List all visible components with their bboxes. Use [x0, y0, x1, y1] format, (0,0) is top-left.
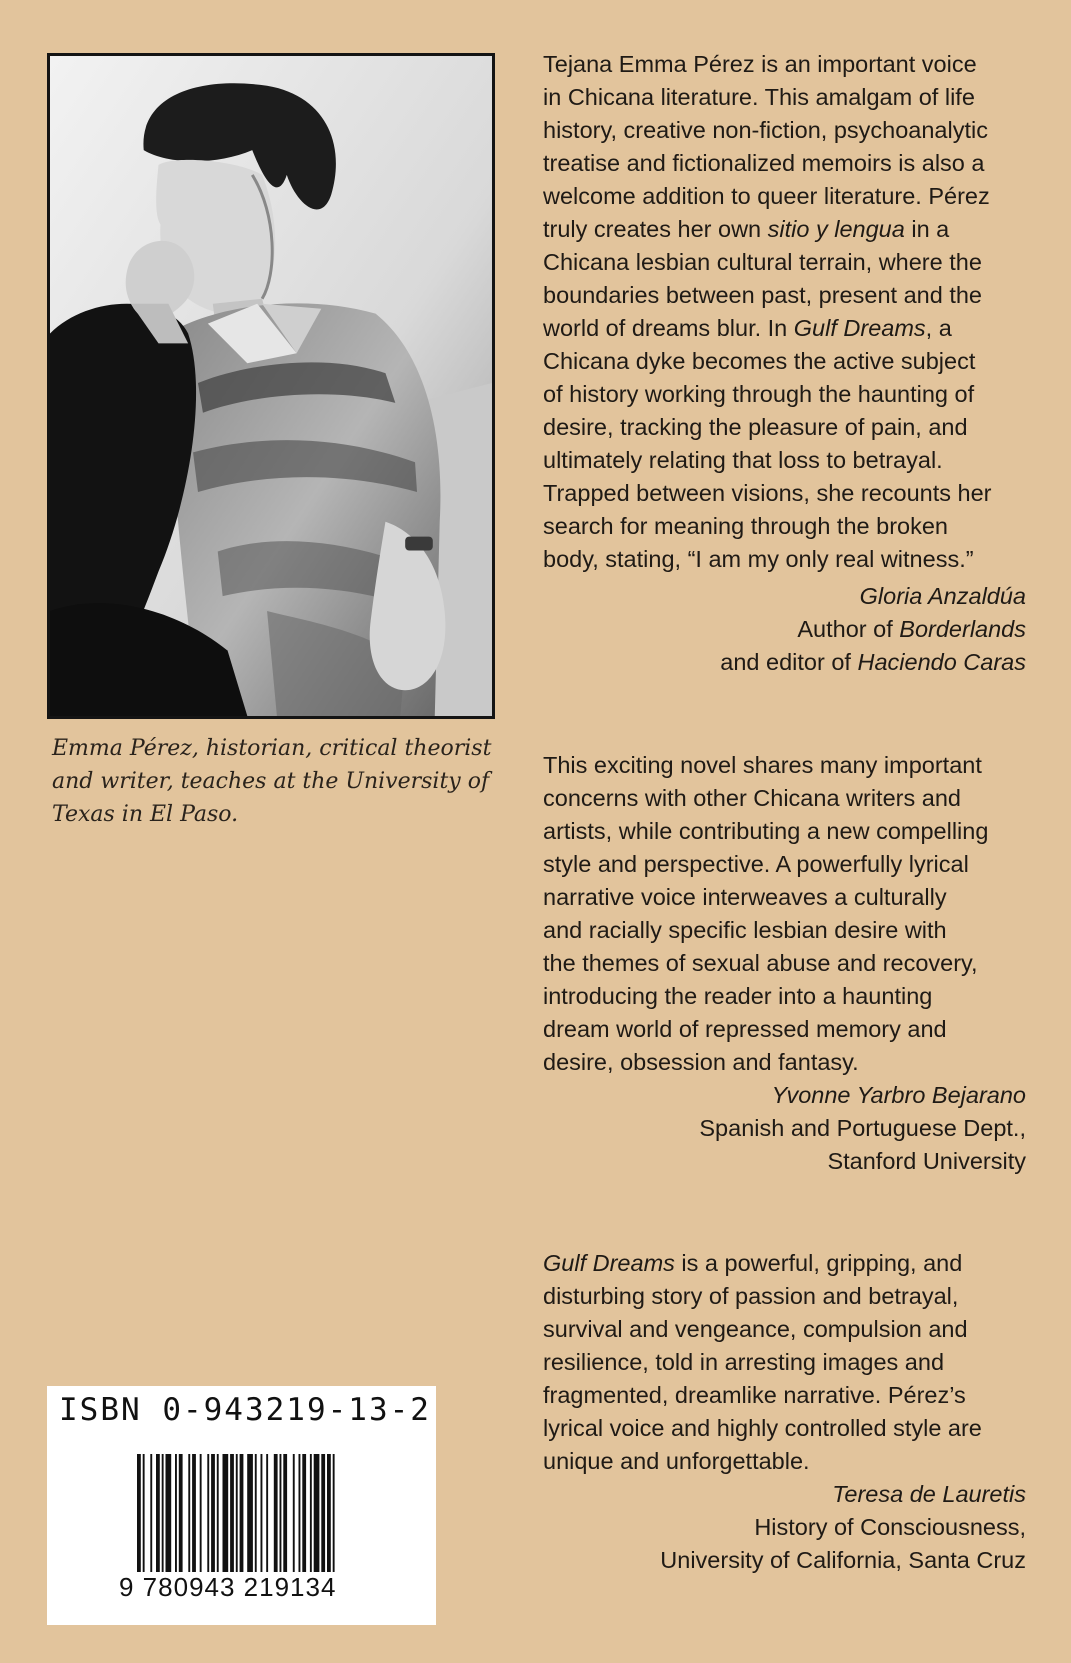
caption-line: Emma Pérez, historian, critical theorist: [52, 736, 492, 761]
barcode-icon: [137, 1454, 387, 1572]
blurb-line: boundaries between past, present and the: [543, 282, 982, 308]
book-title: Borderlands: [899, 616, 1026, 642]
attribution: [543, 1478, 1026, 1577]
blurb-line: in Chicana literature. This amalgam of life: [543, 84, 975, 110]
attribution: [543, 1079, 1026, 1178]
attribution-name: Yvonne Yarbro Bejarano: [771, 1082, 1026, 1108]
text-run: is a powerful, gripping, and: [674, 1250, 963, 1276]
text-run: truly creates her own: [543, 216, 768, 242]
attribution-role: [543, 613, 1026, 646]
author-caption: [52, 732, 502, 831]
blurb-line: [543, 1247, 1043, 1280]
blurb-line: search for meaning through the broken: [543, 513, 948, 539]
blurb-line: unique and unforgettable.: [543, 1448, 810, 1474]
barcode-bar: [230, 1454, 234, 1572]
blurb-bejarano: [543, 749, 1043, 1178]
blurb-line: welcome addition to queer literature. Pérez: [543, 183, 990, 209]
blurb-line: artists, while contributing a new compelling: [543, 818, 989, 844]
book-title: Haciendo Caras: [857, 649, 1026, 675]
barcode-bar: [255, 1454, 257, 1572]
blurb-line: desire, obsession and fantasy.: [543, 1049, 859, 1075]
attribution-role: [543, 646, 1026, 679]
barcode-bar: [274, 1454, 278, 1572]
text-run: in a: [904, 216, 950, 242]
blurb-line: introducing the reader into a haunting: [543, 983, 933, 1009]
barcode-bar: [283, 1454, 287, 1572]
isbn-number: ISBN 0-943219-13-2: [59, 1392, 431, 1428]
attribution-role: Spanish and Portuguese Dept.,: [699, 1115, 1026, 1141]
blurb-line: desire, tracking the pleasure of pain, and: [543, 414, 968, 440]
blurb-line: fragmented, dreamlike narrative. Pérez’s: [543, 1382, 966, 1408]
barcode-bar: [266, 1454, 268, 1572]
blurb-line: resilience, told in arresting images and: [543, 1349, 945, 1375]
blurb-line: This exciting novel shares many important: [543, 752, 982, 778]
blurb-line: concerns with other Chicana writers and: [543, 785, 961, 811]
barcode-bar: [333, 1454, 335, 1572]
barcode-bar: [192, 1454, 196, 1572]
barcode-bar: [179, 1454, 183, 1572]
barcode-bar: [200, 1454, 202, 1572]
blurb-line: and racially specific lesbian desire with: [543, 917, 947, 943]
barcode-bar: [261, 1454, 263, 1572]
barcode-bar: [302, 1454, 306, 1572]
barcode-bar: [310, 1454, 312, 1572]
blurb-line: lyrical voice and highly controlled style are: [543, 1415, 982, 1441]
attribution-name: Gloria Anzaldúa: [859, 583, 1026, 609]
blurb-line: survival and vengeance, compulsion and: [543, 1316, 968, 1342]
blurb-line: the themes of sexual abuse and recovery,: [543, 950, 978, 976]
blurb-line: Trapped between visions, she recounts her: [543, 480, 992, 506]
attribution-name: Teresa de Lauretis: [832, 1481, 1026, 1507]
attribution-role: University of California, Santa Cruz: [660, 1547, 1026, 1573]
blurb-line: treatise and fictionalized memoirs is also a: [543, 150, 985, 176]
text-run: Author of: [797, 616, 900, 642]
text-run: world of dreams blur. In: [543, 315, 794, 341]
blurb-line: style and perspective. A powerfully lyrical: [543, 851, 969, 877]
barcode-bar: [299, 1454, 301, 1572]
italic-phrase: sitio y lengua: [767, 216, 905, 242]
barcode-bar: [280, 1454, 282, 1572]
caption-line: Texas in El Paso.: [52, 802, 239, 827]
barcode-bar: [143, 1454, 145, 1572]
caption-line: and writer, teaches at the University of: [52, 769, 490, 794]
barcode-bar: [327, 1454, 331, 1572]
attribution-role: History of Consciousness,: [754, 1514, 1026, 1540]
blurb-line: history, creative non-fiction, psychoanalytic: [543, 117, 988, 143]
barcode-bar: [175, 1454, 177, 1572]
barcode-bar: [162, 1454, 164, 1572]
blurb-de-lauretis: [543, 1247, 1043, 1577]
barcode-bar: [314, 1454, 320, 1572]
barcode-bar: [156, 1454, 160, 1572]
barcode-bar: [188, 1454, 190, 1572]
barcode-bar: [150, 1454, 152, 1572]
barcode-bar: [166, 1454, 172, 1572]
author-photo: [47, 53, 495, 719]
barcode-bar: [223, 1454, 229, 1572]
barcode-bar: [247, 1454, 253, 1572]
blurb-line: [543, 312, 1043, 345]
barcode-bar: [217, 1454, 219, 1572]
barcode-bar: [207, 1454, 209, 1572]
barcode-digits: 9 780943 219134: [119, 1572, 337, 1602]
blurb-line: body, stating, “I am my only real witness.”: [543, 546, 974, 572]
blurb-line: Tejana Emma Pérez is an important voice: [543, 51, 977, 77]
blurb-line: narrative voice interweaves a culturally: [543, 884, 947, 910]
author-photo-illustration: [50, 56, 492, 716]
blurb-line: dream world of repressed memory and: [543, 1016, 947, 1042]
blurb-line: Chicana lesbian cultural terrain, where the: [543, 249, 982, 275]
barcode-bar: [236, 1454, 238, 1572]
text-run: and editor of: [720, 649, 858, 675]
attribution: [543, 580, 1026, 679]
blurb-line: ultimately relating that loss to betrayal.: [543, 447, 943, 473]
blurb-anzaldua: [543, 48, 1043, 679]
barcode-bar: [211, 1454, 215, 1572]
barcode-bar: [293, 1454, 295, 1572]
blurb-line: disturbing story of passion and betrayal,: [543, 1283, 959, 1309]
barcode-bar: [240, 1454, 244, 1572]
book-title: Gulf Dreams: [543, 1250, 675, 1276]
attribution-role: Stanford University: [827, 1148, 1026, 1174]
isbn-barcode-label: [47, 1386, 436, 1625]
text-run: , a: [925, 315, 952, 341]
blurb-line: [543, 213, 1043, 246]
blurb-line: Chicana dyke becomes the active subject: [543, 348, 976, 374]
book-title: Gulf Dreams: [793, 315, 926, 341]
barcode-bar: [137, 1454, 141, 1572]
blurb-line: of history working through the haunting of: [543, 381, 975, 407]
barcode-bar: [321, 1454, 325, 1572]
